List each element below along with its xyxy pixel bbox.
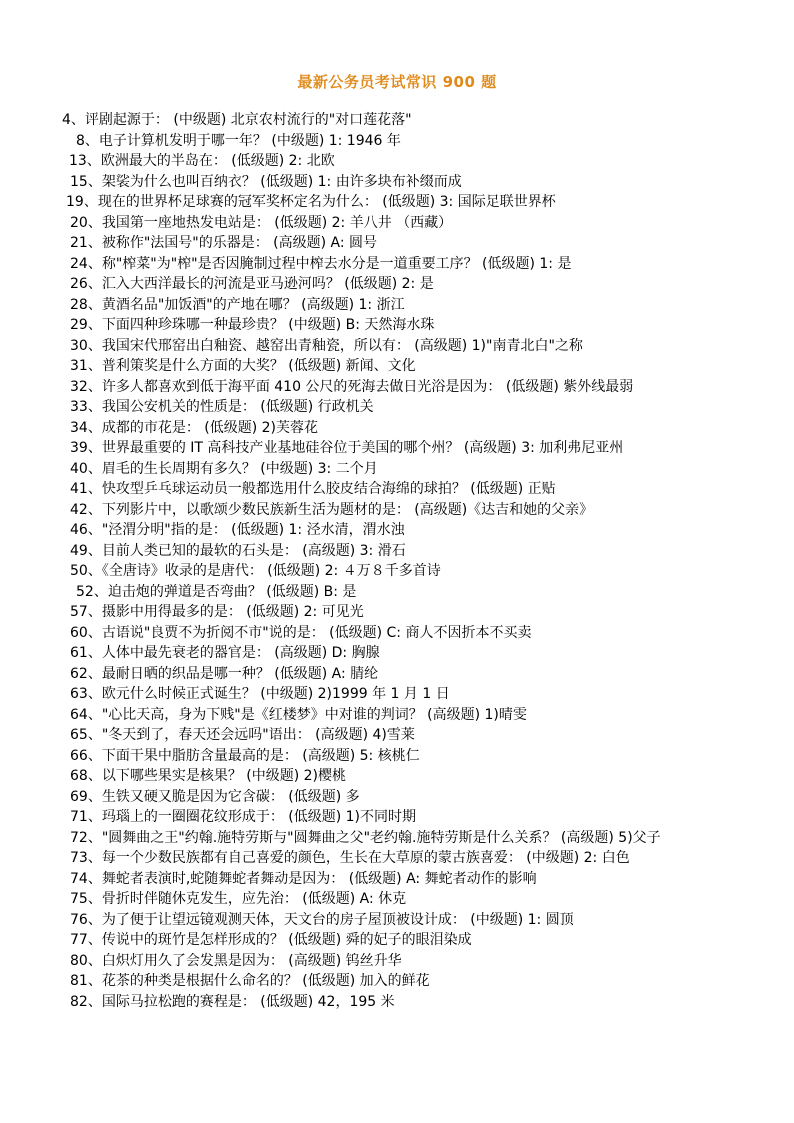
question-item: 21、被称作"法国号"的乐器是： (高级题) A: 圆号 bbox=[70, 235, 378, 251]
question-item: 28、黄酒名品"加饭酒"的产地在哪？ (高级题) 1: 浙江 bbox=[70, 296, 405, 313]
question-item: 4、评剧起源于： (中级题) 北京农村流行的"对口莲花落" bbox=[62, 112, 412, 128]
question-item: 42、下列影片中，以歌颂少数民族新生活为题材的是： (高级题)《达吉和她的父亲》 bbox=[70, 501, 594, 518]
question-item: 80、白炽灯用久了会发黑是因为： (高级题) 钨丝升华 bbox=[70, 952, 402, 969]
question-item: 13、欧洲最大的半岛在： (低级题) 2: 北欧 bbox=[69, 153, 335, 169]
question-item: 20、我国第一座地热发电站是： (低级题) 2: 羊八井 （西藏） bbox=[70, 214, 453, 231]
question-item: 40、眉毛的生长周期有多久？ (中级题) 3: 二个月 bbox=[70, 460, 378, 477]
question-item: 64、"心比天高，身为下贱"是《红楼梦》中对谁的判词？ (高级题) 1)晴雯 bbox=[70, 706, 527, 723]
question-item: 8、电子计算机发明于哪一年？ (中级题) 1: 1946 年 bbox=[76, 132, 401, 149]
question-item: 73、每一个少数民族都有自己喜爱的颜色，生长在大草原的蒙古族喜爱： (中级题) 2: 白色 bbox=[70, 850, 630, 866]
question-item: 62、最耐日晒的织品是哪一种？ (低级题) A: 腈纶 bbox=[70, 665, 379, 682]
question-item: 68、以下哪些果实是核果？ (中级题) 2)樱桃 bbox=[70, 768, 347, 784]
question-item: 63、欧元什么时候正式诞生？ (中级题) 2)1999 年 1 月 1 日 bbox=[70, 686, 450, 702]
page-title: 最新公务员考试常识 900 题 bbox=[297, 73, 497, 91]
question-item: 39、世界最重要的 IT 高科技产业基地硅谷位于美国的哪个州？ (高级题) 3: 加利弗尼亚州 bbox=[70, 440, 624, 456]
question-item: 71、玛瑙上的一圈圈花纹形成于： (低级题) 1)不同时期 bbox=[70, 809, 417, 825]
question-list bbox=[0, 110, 794, 1012]
question-item: 52、迫击炮的弹道是否弯曲？ (低级题) B: 是 bbox=[76, 583, 357, 600]
question-item: 69、生铁又硬又脆是因为它含碳： (低级题) 多 bbox=[70, 788, 360, 805]
question-item: 41、快攻型乒乓球运动员一般都选用什么胶皮结合海绵的球拍？ (低级题) 正贴 bbox=[70, 481, 556, 497]
question-item: 29、下面四种珍珠哪一种最珍贵？ (中级题) B: 天然海水珠 bbox=[70, 317, 435, 333]
question-item: 50、《全唐诗》收录的是唐代： (低级题) 2: ４万８千多首诗 bbox=[70, 563, 441, 579]
question-item: 49、目前人类已知的最软的石头是： (高级题) 3: 滑石 bbox=[70, 542, 406, 559]
question-item: 61、人体中最先衰老的器官是： (高级题) D: 胸腺 bbox=[70, 645, 380, 661]
question-item: 65、"冬天到了，春天还会远吗"语出： (高级题) 4)雪莱 bbox=[70, 727, 415, 743]
question-item: 57、摄影中用得最多的是： (低级题) 2: 可见光 bbox=[70, 604, 364, 620]
question-item: 60、古语说"良贾不为折阅不市"说的是： (低级题) C: 商人不因折本不买卖 bbox=[70, 624, 532, 641]
question-item: 19、现在的世界杯足球赛的冠军奖杯定名为什么： (低级题) 3: 国际足联世界杯 bbox=[66, 194, 556, 210]
question-item: 15、架裟为什么也叫百纳衣？ (低级题) 1: 由许多块布补缀而成 bbox=[70, 173, 462, 190]
question-item: 46、"泾渭分明"指的是： (低级题) 1: 泾水清，渭水浊 bbox=[70, 522, 405, 538]
question-item: 30、我国宋代邢窑出白釉瓷、越窑出青釉瓷，所以有： (高级题) 1)"南青北白"之称 bbox=[70, 337, 583, 354]
question-item: 34、成都的市花是： (低级题) 2)芙蓉花 bbox=[70, 419, 319, 436]
question-item: 76、为了便于让望远镜观测天体，天文台的房子屋顶被设计成： (中级题) 1: 圆顶 bbox=[70, 911, 574, 928]
question-item: 26、汇入大西洋最长的河流是亚马逊河吗？ (低级题) 2: 是 bbox=[70, 276, 434, 292]
question-item: 32、许多人都喜欢到低于海平面 410 公尺的死海去做日光浴是因为： (低级题) 紫外线最弱 bbox=[70, 378, 634, 395]
question-item: 66、下面干果中脂肪含量最高的是： (高级题) 5: 核桃仁 bbox=[70, 747, 420, 764]
question-item: 72、"圆舞曲之王"约翰.施特劳斯与"圆舞曲之父"老约翰.施特劳斯是什么关系？ (高级题) 5)父子 bbox=[70, 829, 661, 846]
question-item: 33、我国公安机关的性质是： (低级题) 行政机关 bbox=[70, 399, 374, 415]
question-item: 31、普利策奖是什么方面的大奖？ (低级题) 新闻、文化 bbox=[70, 358, 416, 374]
question-item: 81、花茶的种类是根据什么命名的？ (低级题) 加入的鲜花 bbox=[70, 973, 430, 989]
question-item: 24、称"榨菜"为"榨"是否因腌制过程中榨去水分是一道重要工序？ (低级题) 1: 是 bbox=[70, 255, 572, 272]
question-item: 77、传说中的斑竹是怎样形成的？ (低级题) 舜的妃子的眼泪染成 bbox=[70, 932, 472, 948]
question-item: 74、舞蛇者表演时,蛇随舞蛇者舞动是因为： (低级题) A: 舞蛇者动作的影响 bbox=[70, 870, 537, 887]
question-item: 82、国际马拉松跑的赛程是： (低级题) 42，195 米 bbox=[70, 993, 395, 1010]
question-item: 75、骨折时伴随休克发生，应先治： (低级题) A: 休克 bbox=[70, 891, 407, 907]
